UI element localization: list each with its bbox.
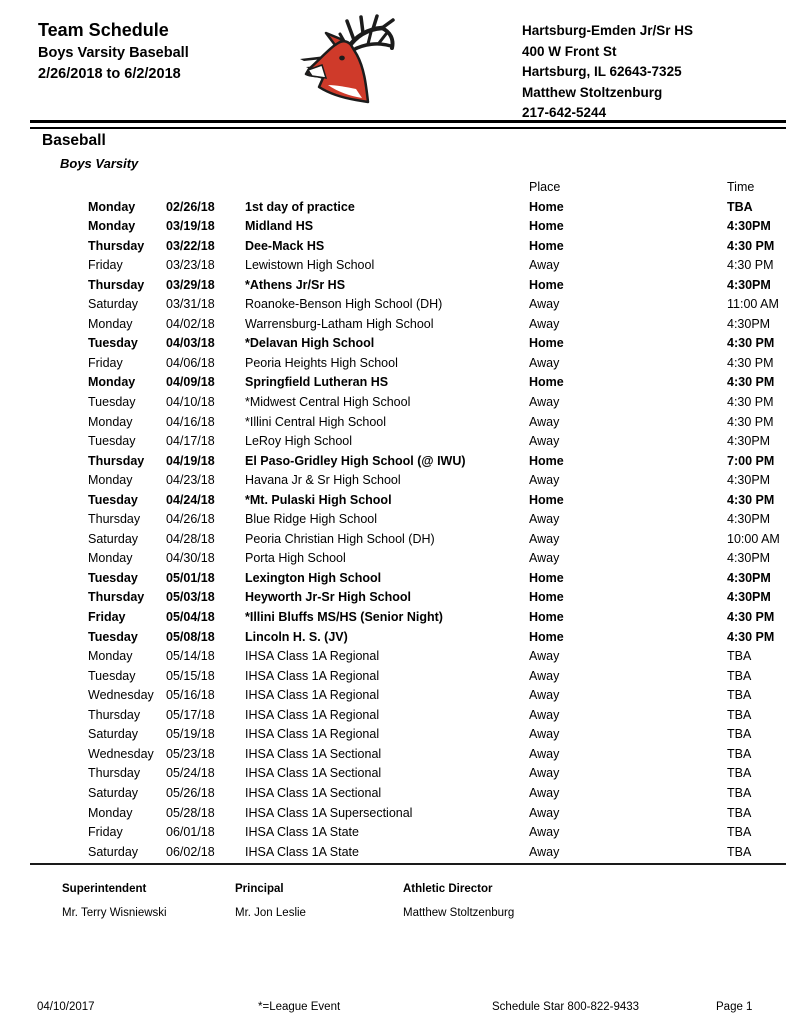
event-cell: Lewistown High School <box>245 258 375 273</box>
time-cell: 4:30 PM <box>727 610 775 625</box>
place-cell: Home <box>529 336 564 351</box>
date-cell: 06/01/18 <box>166 825 215 840</box>
place-cell: Away <box>529 688 560 703</box>
event-cell: IHSA Class 1A State <box>245 844 359 859</box>
place-cell: Home <box>529 375 564 390</box>
indent-cell <box>30 432 88 452</box>
school-contact: Matthew Stoltzenburg <box>522 84 663 100</box>
indent-cell <box>30 510 88 530</box>
time-cell: 4:30 PM <box>727 355 774 370</box>
place-cell: Away <box>529 355 560 370</box>
indent-cell <box>30 373 88 393</box>
time-cell: TBA <box>727 766 752 781</box>
place-cell: Home <box>529 219 564 234</box>
header-divider <box>30 120 786 129</box>
date-cell: 03/23/18 <box>166 258 215 273</box>
date-header-cell <box>166 178 245 198</box>
report-title: Team Schedule <box>38 20 169 40</box>
report-subtitle: Boys Varsity Baseball <box>38 45 189 61</box>
schedule-row <box>30 432 786 452</box>
official-title: Athletic Director <box>403 883 493 895</box>
event-cell: Warrensburg-Latham High School <box>245 316 434 331</box>
schedule-row <box>30 530 786 550</box>
schedule-row <box>30 413 786 433</box>
event-cell: Heyworth Jr-Sr High School <box>245 590 411 605</box>
schedule-row <box>30 588 786 608</box>
schedule-row <box>30 784 786 804</box>
schedule-row <box>30 276 786 296</box>
date-cell: 05/16/18 <box>166 688 215 703</box>
indent-cell <box>30 471 88 491</box>
time-cell: 11:00 AM <box>727 297 779 312</box>
day-cell: Saturday <box>88 727 139 742</box>
date-cell: 05/28/18 <box>166 805 215 820</box>
date-cell: 04/30/18 <box>166 551 215 566</box>
indent-cell <box>30 413 88 433</box>
schedule-row <box>30 647 786 667</box>
date-cell: 04/16/18 <box>166 414 215 429</box>
day-cell: Thursday <box>88 453 145 468</box>
day-cell: Friday <box>88 355 123 370</box>
indent-cell <box>30 295 88 315</box>
day-cell: Monday <box>88 316 133 331</box>
day-cell: Wednesday <box>88 746 154 761</box>
day-cell: Tuesday <box>88 434 136 449</box>
schedule-row <box>30 510 786 530</box>
day-cell: Tuesday <box>88 668 136 683</box>
time-cell: 4:30PM <box>727 277 771 292</box>
official-name: Mr. Terry Wisniewski <box>62 907 167 919</box>
time-cell: TBA <box>727 785 752 800</box>
place-cell: Away <box>529 707 560 722</box>
day-cell: Monday <box>88 375 136 390</box>
date-cell: 03/29/18 <box>166 277 215 292</box>
indent-cell <box>30 764 88 784</box>
schedule-row <box>30 315 786 335</box>
schedule-row <box>30 725 786 745</box>
event-cell: *Athens Jr/Sr HS <box>245 277 346 292</box>
event-cell: Springfield Lutheran HS <box>245 375 389 390</box>
day-cell: Saturday <box>88 297 139 312</box>
schedule-row <box>30 491 786 511</box>
event-cell: Havana Jr & Sr High School <box>245 473 401 488</box>
event-cell: *Delavan High School <box>245 336 375 351</box>
time-cell: 7:00 PM <box>727 453 775 468</box>
indent-cell <box>30 393 88 413</box>
time-cell: 4:30PM <box>727 316 771 331</box>
day-cell: Monday <box>88 414 133 429</box>
indent-cell <box>30 706 88 726</box>
time-cell: TBA <box>727 707 752 722</box>
event-cell: IHSA Class 1A Sectional <box>245 766 382 781</box>
schedule-row <box>30 393 786 413</box>
event-cell: IHSA Class 1A Regional <box>245 649 380 664</box>
indent-cell <box>30 823 88 843</box>
event-cell: *Illini Bluffs MS/HS (Senior Night) <box>245 610 443 625</box>
indent-cell <box>30 491 88 511</box>
schedule-row <box>30 217 786 237</box>
sport-heading: Baseball <box>42 132 106 149</box>
event-cell: Midland HS <box>245 219 314 234</box>
date-cell: 05/03/18 <box>166 590 215 605</box>
stag-mascot-logo-icon <box>298 12 402 108</box>
report-header-left <box>38 18 189 85</box>
place-cell: Away <box>529 434 560 449</box>
official-principal <box>235 883 306 919</box>
place-cell: Away <box>529 473 560 488</box>
schedule-row <box>30 354 786 374</box>
place-cell: Home <box>529 492 564 507</box>
time-cell: 4:30 PM <box>727 375 775 390</box>
event-cell: Roanoke-Benson High School (DH) <box>245 297 443 312</box>
indent-cell <box>30 569 88 589</box>
date-cell: 04/17/18 <box>166 434 215 449</box>
indent-cell <box>30 530 88 550</box>
official-superintendent <box>62 883 167 919</box>
schedule-row <box>30 706 786 726</box>
day-cell: Monday <box>88 199 136 214</box>
place-cell: Away <box>529 551 560 566</box>
date-cell: 03/31/18 <box>166 297 215 312</box>
event-cell: *Illini Central High School <box>245 414 387 429</box>
event-cell: Blue Ridge High School <box>245 512 378 527</box>
schedule-row <box>30 804 786 824</box>
report-date-range: 2/26/2018 to 6/2/2018 <box>38 66 181 82</box>
indent-cell <box>30 843 88 863</box>
indent-cell <box>30 745 88 765</box>
event-cell: *Midwest Central High School <box>245 395 411 410</box>
schedule-row <box>30 471 786 491</box>
footer-print-date: 04/10/2017 <box>37 1001 95 1013</box>
day-cell: Tuesday <box>88 629 138 644</box>
place-cell: Home <box>529 199 564 214</box>
place-cell: Home <box>529 590 564 605</box>
place-cell: Away <box>529 649 560 664</box>
official-title: Principal <box>235 883 284 895</box>
footer-league-legend: *=League Event <box>258 1001 341 1013</box>
event-cell: IHSA Class 1A Supersectional <box>245 805 413 820</box>
table-bottom-divider <box>30 863 786 865</box>
day-cell: Thursday <box>88 590 145 605</box>
date-cell: 04/10/18 <box>166 395 215 410</box>
day-cell: Friday <box>88 825 123 840</box>
event-cell: Lexington High School <box>245 570 382 585</box>
schedule-row <box>30 549 786 569</box>
date-cell: 03/19/18 <box>166 219 215 234</box>
place-cell: Away <box>529 785 560 800</box>
indent-cell <box>30 178 88 198</box>
schedule-table <box>30 178 786 862</box>
place-cell: Away <box>529 727 560 742</box>
schedule-row <box>30 373 786 393</box>
schedule-row <box>30 295 786 315</box>
place-cell: Home <box>529 570 564 585</box>
time-cell: TBA <box>727 825 752 840</box>
schedule-row <box>30 237 786 257</box>
indent-cell <box>30 628 88 648</box>
day-cell: Thursday <box>88 277 145 292</box>
time-cell: 4:30PM <box>727 512 771 527</box>
indent-cell <box>30 588 88 608</box>
day-cell: Friday <box>88 610 126 625</box>
date-cell: 04/23/18 <box>166 473 215 488</box>
time-cell: TBA <box>727 199 753 214</box>
event-cell: IHSA Class 1A Regional <box>245 707 380 722</box>
place-cell: Away <box>529 531 560 546</box>
event-cell: IHSA Class 1A Sectional <box>245 746 382 761</box>
event-cell: Peoria Christian High School (DH) <box>245 531 435 546</box>
event-cell: *Mt. Pulaski High School <box>245 492 392 507</box>
time-cell: TBA <box>727 668 752 683</box>
event-header-cell <box>245 178 529 198</box>
date-cell: 05/04/18 <box>166 610 215 625</box>
event-cell: IHSA Class 1A Sectional <box>245 785 382 800</box>
footer-page-number: Page 1 <box>716 1001 753 1013</box>
indent-cell <box>30 608 88 628</box>
place-header-cell: Place <box>529 180 561 194</box>
date-cell: 05/19/18 <box>166 727 215 742</box>
date-cell: 03/22/18 <box>166 238 215 253</box>
day-cell: Monday <box>88 473 133 488</box>
indent-cell <box>30 686 88 706</box>
place-cell: Away <box>529 297 560 312</box>
time-cell: 4:30 PM <box>727 336 775 351</box>
schedule-row <box>30 628 786 648</box>
place-cell: Away <box>529 414 560 429</box>
day-cell: Wednesday <box>88 688 154 703</box>
place-cell: Away <box>529 805 560 820</box>
place-cell: Home <box>529 277 564 292</box>
official-title: Superintendent <box>62 883 147 895</box>
date-cell: 05/24/18 <box>166 766 215 781</box>
day-cell: Tuesday <box>88 570 138 585</box>
day-header-cell <box>88 178 166 198</box>
event-cell: 1st day of practice <box>245 199 355 214</box>
time-cell: 4:30 PM <box>727 629 775 644</box>
day-cell: Tuesday <box>88 336 138 351</box>
date-cell: 02/26/18 <box>166 199 215 214</box>
indent-cell <box>30 804 88 824</box>
time-cell: 4:30PM <box>727 590 771 605</box>
official-name: Mr. Jon Leslie <box>235 907 306 919</box>
schedule-row <box>30 569 786 589</box>
day-cell: Saturday <box>88 844 139 859</box>
event-cell: El Paso-Gridley High School (@ IWU) <box>245 453 466 468</box>
place-cell: Away <box>529 746 560 761</box>
indent-cell <box>30 452 88 472</box>
time-cell: TBA <box>727 805 752 820</box>
time-cell: TBA <box>727 649 752 664</box>
place-cell: Home <box>529 610 564 625</box>
indent-cell <box>30 334 88 354</box>
school-info-block <box>522 21 693 124</box>
day-cell: Monday <box>88 219 136 234</box>
date-cell: 05/01/18 <box>166 570 215 585</box>
date-cell: 04/02/18 <box>166 316 215 331</box>
schedule-row <box>30 823 786 843</box>
time-cell: 4:30 PM <box>727 395 774 410</box>
date-cell: 05/14/18 <box>166 649 215 664</box>
day-cell: Monday <box>88 649 133 664</box>
time-cell: 4:30 PM <box>727 492 775 507</box>
date-cell: 05/15/18 <box>166 668 215 683</box>
day-cell: Thursday <box>88 512 141 527</box>
date-cell: 04/26/18 <box>166 512 215 527</box>
footer-vendor: Schedule Star 800-822-9433 <box>492 1001 640 1013</box>
date-cell: 04/09/18 <box>166 375 215 390</box>
day-cell: Monday <box>88 551 133 566</box>
indent-cell <box>30 276 88 296</box>
event-cell: IHSA Class 1A Regional <box>245 668 380 683</box>
schedule-row <box>30 686 786 706</box>
schedule-row <box>30 256 786 276</box>
schedule-row <box>30 843 786 863</box>
time-cell: 4:30 PM <box>727 258 774 273</box>
date-cell: 04/24/18 <box>166 492 215 507</box>
schedule-row <box>30 452 786 472</box>
time-cell: TBA <box>727 727 752 742</box>
date-cell: 05/23/18 <box>166 746 215 761</box>
day-cell: Saturday <box>88 785 139 800</box>
place-cell: Away <box>529 668 560 683</box>
date-cell: 05/26/18 <box>166 785 215 800</box>
date-cell: 06/02/18 <box>166 844 215 859</box>
schedule-row <box>30 764 786 784</box>
schedule-row <box>30 334 786 354</box>
place-cell: Home <box>529 238 564 253</box>
time-cell: 4:30PM <box>727 551 771 566</box>
event-cell: Lincoln H. S. (JV) <box>245 629 348 644</box>
schedule-row <box>30 198 786 218</box>
indent-cell <box>30 549 88 569</box>
event-cell: IHSA Class 1A State <box>245 825 359 840</box>
school-address1: 400 W Front St <box>522 43 617 59</box>
schedule-header-row <box>30 178 786 198</box>
date-cell: 05/08/18 <box>166 629 215 644</box>
day-cell: Tuesday <box>88 492 138 507</box>
date-cell: 04/19/18 <box>166 453 215 468</box>
school-name: Hartsburg-Emden Jr/Sr HS <box>522 23 694 38</box>
place-cell: Home <box>529 453 564 468</box>
place-cell: Away <box>529 395 560 410</box>
place-cell: Away <box>529 258 560 273</box>
place-cell: Away <box>529 316 560 331</box>
official-name: Matthew Stoltzenburg <box>403 907 515 919</box>
indent-cell <box>30 315 88 335</box>
date-cell: 04/06/18 <box>166 355 215 370</box>
time-cell: 4:30 PM <box>727 414 774 429</box>
indent-cell <box>30 647 88 667</box>
schedule-rows <box>30 198 786 863</box>
day-cell: Thursday <box>88 766 141 781</box>
schedule-row <box>30 608 786 628</box>
time-cell: TBA <box>727 746 752 761</box>
school-address2: Hartsburg, IL 62643-7325 <box>522 64 682 79</box>
day-cell: Saturday <box>88 531 139 546</box>
event-cell: IHSA Class 1A Regional <box>245 727 380 742</box>
day-cell: Monday <box>88 805 133 820</box>
time-cell: 4:30PM <box>727 219 771 234</box>
day-cell: Friday <box>88 258 123 273</box>
indent-cell <box>30 725 88 745</box>
indent-cell <box>30 354 88 374</box>
event-cell: Dee-Mack HS <box>245 238 325 253</box>
day-cell: Tuesday <box>88 395 136 410</box>
official-athletic-director <box>403 883 514 919</box>
time-cell: 10:00 AM <box>727 531 780 546</box>
day-cell: Thursday <box>88 707 141 722</box>
time-cell: TBA <box>727 688 752 703</box>
team-heading: Boys Varsity <box>60 156 139 171</box>
time-cell: TBA <box>727 844 752 859</box>
place-cell: Away <box>529 512 560 527</box>
indent-cell <box>30 198 88 218</box>
school-phone: 217-642-5244 <box>522 105 607 120</box>
schedule-row <box>30 745 786 765</box>
indent-cell <box>30 217 88 237</box>
event-cell: Peoria Heights High School <box>245 355 398 370</box>
place-cell: Away <box>529 766 560 781</box>
day-cell: Thursday <box>88 238 145 253</box>
event-cell: IHSA Class 1A Regional <box>245 688 380 703</box>
indent-cell <box>30 667 88 687</box>
place-cell: Home <box>529 629 564 644</box>
indent-cell <box>30 784 88 804</box>
time-cell: 4:30PM <box>727 570 771 585</box>
event-cell: Porta High School <box>245 551 346 566</box>
place-cell: Away <box>529 844 560 859</box>
event-cell: LeRoy High School <box>245 434 353 449</box>
time-cell: 4:30PM <box>727 473 771 488</box>
indent-cell <box>30 256 88 276</box>
time-header-cell: Time <box>727 180 755 194</box>
time-cell: 4:30 PM <box>727 238 775 253</box>
place-cell: Away <box>529 825 560 840</box>
time-cell: 4:30PM <box>727 434 771 449</box>
indent-cell <box>30 237 88 257</box>
date-cell: 05/17/18 <box>166 707 215 722</box>
date-cell: 04/28/18 <box>166 531 215 546</box>
schedule-row <box>30 667 786 687</box>
date-cell: 04/03/18 <box>166 336 215 351</box>
